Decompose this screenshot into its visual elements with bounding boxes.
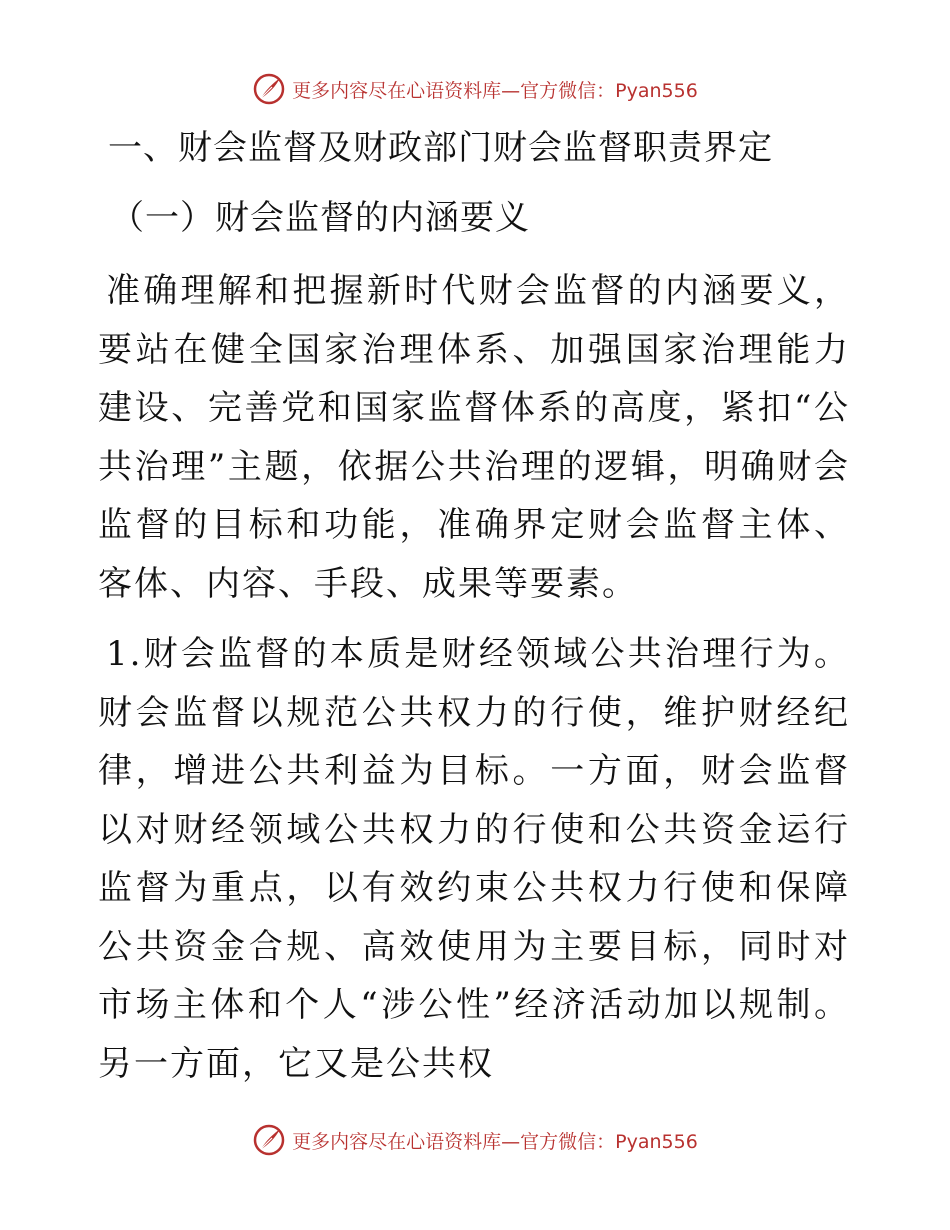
watermark-text: 更多内容尽在心语资料库—官方微信：Pyan556 xyxy=(292,1130,698,1153)
feather-logo-icon xyxy=(252,1123,286,1157)
watermark-text: 更多内容尽在心语资料库—官方微信：Pyan556 xyxy=(292,79,698,102)
document-body xyxy=(98,120,850,1105)
section-heading: 一、财会监督及财政部门财会监督职责界定 xyxy=(108,128,773,168)
header-watermark xyxy=(0,72,950,106)
paragraph-intro: 准确理解和把握新时代财会监督的内涵要义，要站在健全国家治理体系、加强国家治理能力建设、完善党和国家监督体系的高度，紧扣“公共治理”主题，依据公共治理的逻辑，明确财会监督的目标和功能，准确界定财会监督主体、客体、内容、手段、成果等要素。 xyxy=(98,271,850,604)
subsection-heading: （一）财会监督的内涵要义 xyxy=(110,198,530,238)
paragraph-point-1: 1.财会监督的本质是财经领域公共治理行为。财会监督以规范公共权力的行使，维护财经纪律，增进公共利益为目标。一方面，财会监督以对财经领域公共权力的行使和公共资金运行监督为重点，以有效约束公共权力行使和保障公共资金合规、高效使用为主要目标，同时对市场主体和个人“涉公性”经济活动加以规制。另一方面，它又是公共权 xyxy=(98,634,850,1084)
footer-watermark xyxy=(0,1123,950,1157)
feather-logo-icon xyxy=(252,72,286,106)
